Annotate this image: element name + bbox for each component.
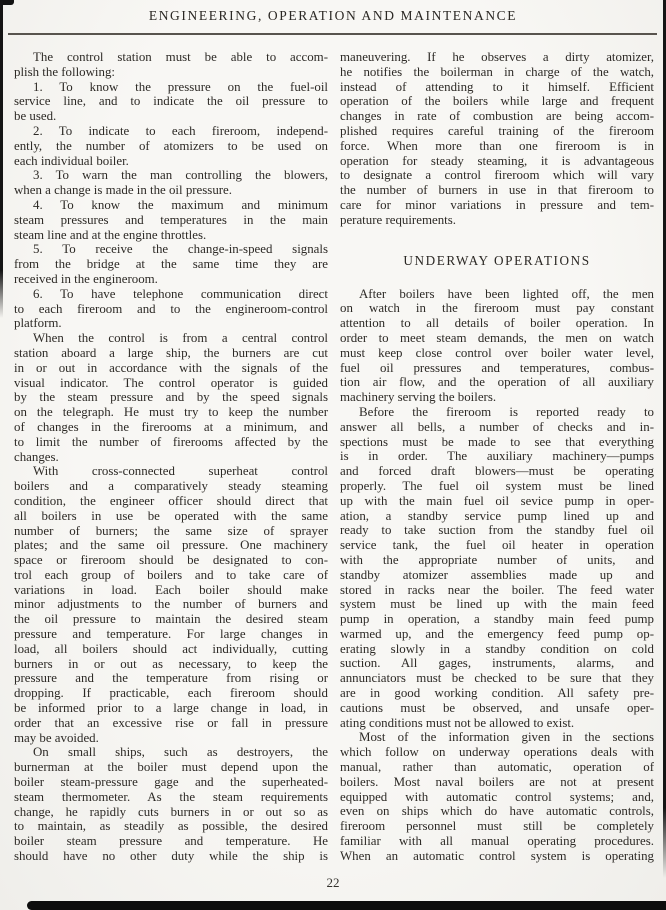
text-line: with the appropriate number of units, and	[340, 552, 654, 567]
text-line: service tank, the fuel oil heater in operation	[340, 538, 654, 553]
text-line: boiler steam-pressure gage and the superheated-	[14, 775, 328, 790]
text-line: warmed up, and the emergency feed pump op-	[340, 626, 654, 641]
text-line: burnerman at the boiler must depend upon the	[14, 760, 328, 775]
text-line: to maintain, as steadily as possible, the desired	[14, 819, 328, 834]
text-line: burners in or out as necessary, to keep the	[14, 656, 328, 671]
text-line: to designate a control fireroom which will vary	[340, 168, 654, 183]
paragraph	[340, 287, 654, 405]
text-line: to limit the number of firerooms affected by the	[14, 434, 328, 449]
text-line: plish the following:	[14, 64, 115, 79]
text-line: is in order. The auxiliary machinery—pumps	[340, 449, 654, 464]
text-line: equipped with automatic control systems; and,	[340, 789, 654, 804]
text-line: spections must be made to see that everything	[340, 434, 654, 449]
text-line: and forced draft blowers—must be operating	[340, 464, 654, 479]
text-line: Before the fireroom is reported ready to	[359, 404, 654, 419]
text-line: changes.	[14, 449, 59, 464]
text-line: steam thermometer. As the steam requirements	[14, 789, 328, 804]
text-line: visual indicator. The control operator is guided	[14, 375, 328, 390]
text-line: station aboard a large ship, the burners are cut	[14, 345, 328, 360]
text-line: erating slowly in a standby condition on cold	[340, 641, 654, 656]
text-line: he notifies the boilerman in charge of the watch,	[340, 64, 654, 79]
text-line: plished requires careful training of the fireroom	[340, 123, 654, 138]
text-line: received in the engineroom.	[14, 271, 158, 286]
text-line: 3. To warn the man controlling the blowers,	[33, 168, 328, 183]
text-line: After boilers have been lighted off, the men	[359, 286, 654, 301]
text-line: even on ships which do have automatic controls,	[340, 804, 654, 819]
text-line: order that an excessive rise or fall in pressure	[14, 715, 328, 730]
text-line: load, all boilers should act individually, cutting	[14, 641, 328, 656]
text-line: on watch in the fireroom must pay constant	[340, 301, 654, 316]
text-line: all boilers in use be operated with the same	[14, 508, 328, 523]
text-line: service line, and to indicate the oil pressure to	[14, 94, 328, 109]
paragraph	[14, 50, 328, 80]
text-line: familiar with all manual operating procedures.	[340, 834, 654, 849]
text-line: care for minor variations in pressure and tem-	[340, 197, 654, 212]
paragraph	[340, 50, 654, 228]
paragraph	[14, 124, 328, 168]
page-body	[14, 50, 654, 864]
page-number: 22	[326, 875, 340, 890]
text-line: 6. To have telephone communication direct	[33, 286, 328, 301]
text-line: 5. To receive the change-in-speed signals	[33, 242, 328, 257]
text-line: When an automatic control system is operating	[340, 848, 654, 863]
text-line: space or fireroom should be designated to con-	[14, 553, 328, 568]
text-line: machinery serving the boilers.	[340, 390, 497, 405]
text-line: may be avoided.	[14, 730, 99, 745]
paragraph	[340, 730, 654, 863]
text-line: boilers and a comparatively steady steaming	[14, 479, 328, 494]
paragraph	[14, 287, 328, 331]
text-line: fireroom personnel must still be completely	[340, 819, 654, 834]
text-line: variations in load. Each boiler should make	[14, 582, 328, 597]
scan-artifact-bottom-bar	[27, 901, 666, 910]
text-line: operation of the boilers while large and frequent	[340, 94, 654, 109]
text-line: properly. The fuel oil system must be lined	[340, 478, 654, 493]
paragraph	[14, 331, 328, 464]
text-line: must keep close control over boiler water level,	[340, 345, 654, 360]
scan-artifact-left-edge	[0, 0, 3, 318]
text-line: should have no other duty while the ship is	[14, 849, 328, 864]
text-line: order to meet steam demands, the men on watch	[340, 330, 654, 345]
text-line: manual, rather than automatic, operation of	[340, 760, 654, 775]
paragraph	[14, 464, 328, 745]
paragraph	[14, 168, 328, 198]
text-line: up with the main fuel oil sevice pump in oper-	[340, 493, 654, 508]
text-line: annunciators must be checked to be sure that they	[340, 671, 654, 686]
text-line: standby atomizer assemblies made up and	[340, 567, 654, 582]
text-line: trol each group of boilers and to take care of	[14, 567, 328, 582]
text-line: system must be lined up with the main feed	[340, 597, 654, 612]
text-line: With cross-connected superheat control	[33, 464, 328, 479]
text-line: 4. To know the maximum and minimum	[33, 197, 328, 212]
text-line: 1. To know the pressure on the fuel-oil	[33, 79, 328, 94]
text-line: dropping. If practicable, each fireroom should	[14, 686, 328, 701]
text-line: maneuvering. If he observes a dirty atomizer,	[340, 50, 654, 64]
text-line: from the bridge at the same time they are	[14, 257, 328, 272]
text-line: the number of burners in use in that fireroom to	[340, 183, 654, 198]
text-line: perature requirements.	[340, 212, 456, 227]
text-line: condition, the engineer officer should direct that	[14, 493, 328, 508]
text-line: operation for steady steaming, it is advantageous	[340, 153, 654, 168]
text-line: ready to take suction from the standby fuel oil	[340, 523, 654, 538]
paragraph	[14, 198, 328, 242]
text-line: pressure and temperature. For large changes in	[14, 627, 328, 642]
text-line: of changes in the firerooms at a minimum, and	[14, 419, 328, 434]
text-line: plates; and the same oil pressure. One machinery	[14, 538, 328, 553]
page-header-title: ENGINEERING, OPERATION AND MAINTENANCE	[148, 8, 518, 23]
text-line: be informed prior to a large change in load, in	[14, 701, 328, 716]
text-line: ating conditions must not be allowed to exist.	[340, 715, 575, 730]
text-line: boiler steam pressure and temperature. He	[14, 834, 328, 849]
text-line: platform.	[14, 316, 62, 331]
text-line: the oil pressure to maintain the desired steam	[14, 612, 328, 627]
text-line: pressure and the temperature from rising or	[14, 671, 328, 686]
text-line: instead of attending to it himself. Efficient	[340, 79, 654, 94]
text-line: stored in racks near the boiler. The feed water	[340, 582, 654, 597]
text-line: force. When more than one fireroom is in	[340, 138, 654, 153]
text-line: steam line and at the engine throttles.	[14, 227, 207, 242]
text-line: which follow on underway operations deals with	[340, 745, 654, 760]
text-line: number of burners; the same size of sprayer	[14, 523, 328, 538]
text-line: ently, the number of atomizers to be used on	[14, 138, 328, 153]
text-line: pump in operation, a standby main feed pump	[340, 612, 654, 627]
text-line: minor adjustments to the number of burners and	[14, 597, 328, 612]
text-line: are in good working condition. All safety pre-	[340, 686, 654, 701]
right-column	[340, 50, 654, 864]
text-line: boilers. Most naval boilers are not at present	[340, 774, 654, 789]
section-heading: UNDERWAY OPERATIONS	[403, 252, 591, 268]
text-line: The control station must be able to accom-	[33, 50, 328, 64]
header-rule	[8, 33, 657, 35]
text-line: change, he rapidly cuts burners in or out so as	[14, 804, 328, 819]
text-line: suction. All gages, instruments, alarms, and	[340, 656, 654, 671]
paragraph	[14, 80, 328, 124]
text-line: be used.	[14, 109, 57, 124]
text-line: steam pressures and temperatures in the main	[14, 212, 328, 227]
text-line: On small ships, such as destroyers, the	[33, 745, 328, 760]
text-line: cautions must be observed, and unsafe oper-	[340, 700, 654, 715]
paragraph	[14, 242, 328, 286]
text-line: when a change is made in the oil pressure.	[14, 183, 232, 198]
paragraph	[14, 745, 328, 863]
text-line: each individual boiler.	[14, 153, 129, 168]
text-line: ation, a standby service pump lined up and	[340, 508, 654, 523]
paragraph	[340, 405, 654, 731]
text-line: fuel oil pressures and temperatures, combus-	[340, 360, 654, 375]
text-line: to each fireroom and to the engineroom-control	[14, 301, 328, 316]
text-line: in or out in accordance with the signals of the	[14, 360, 328, 375]
text-line: 2. To indicate to each fireroom, independ-	[33, 123, 328, 138]
text-line: on the telegraph. He must try to keep the number	[14, 405, 328, 420]
text-line: Most of the information given in the sections	[359, 730, 654, 745]
text-line: attention to all details of boiler operation. In	[340, 316, 654, 331]
text-line: changes in rate of combustion are being accom-	[340, 109, 654, 124]
text-line: tion air flow, and the operation of all auxiliary	[340, 375, 654, 390]
left-column	[14, 50, 328, 864]
text-line: When the control is from a central control	[33, 331, 328, 346]
text-line: answer all bells, a number of checks and in-	[340, 419, 654, 434]
text-line: by the steam pressure and by the speed signals	[14, 390, 328, 405]
